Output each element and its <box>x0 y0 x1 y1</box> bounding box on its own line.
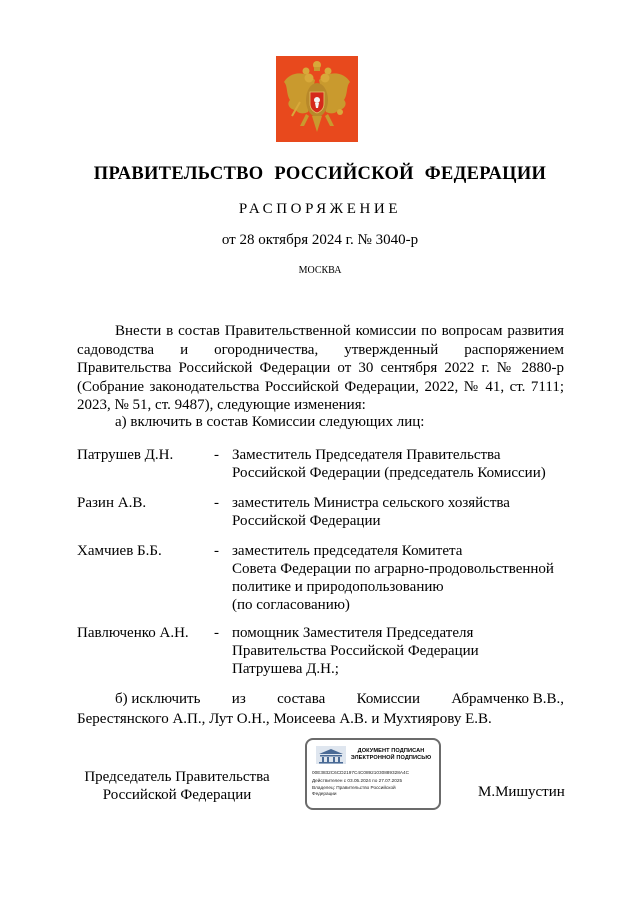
item-b-word: Комиссии <box>356 691 420 707</box>
item-a: а) включить в состав Комиссии следующих лиц: <box>115 414 425 430</box>
member-role: помощник Заместителя Председателя Правительства Российской Федерации Патрушева Д.Н.; <box>232 625 479 677</box>
stamp-heading-line2: ЭЛЕКТРОННОЙ ПОДПИСЬЮ <box>350 755 432 761</box>
signatory-title-line1: Председатель Правительства <box>84 769 270 785</box>
stamp-heading-line1: ДОКУМЕНТ ПОДПИСАН <box>357 748 425 754</box>
item-b-word: Абрамченко В.В., <box>451 691 564 707</box>
member-dash: - <box>214 625 219 641</box>
member-name: Хамчиев Б.Б. <box>77 543 162 559</box>
signatory-name: М.Мишустин <box>478 784 565 800</box>
member-role: заместитель Министра сельского хозяйства Российской Федерации <box>232 495 510 529</box>
member-name: Разин А.В. <box>77 495 147 511</box>
stamp-serial: 00E3832C6CD2197C4C08921030889328A4C <box>312 770 409 775</box>
stamp-owner-line1: Владелец: Правительство Российской <box>312 785 396 790</box>
government-building-icon <box>316 746 346 764</box>
member-role: Заместитель Председателя Правительства Российской Федерации (председатель Комиссии) <box>232 447 546 481</box>
signatory-title-line2: Российской Федерации <box>102 787 252 803</box>
coat-of-arms-icon <box>276 56 358 142</box>
item-b-word: состава <box>277 691 326 707</box>
stamp-owner-line2: Федерации <box>312 791 337 796</box>
member-name: Павлюченко А.Н. <box>77 625 189 641</box>
stamp-validity: Действителен с 03.05.2024 по 27.07.2025 <box>312 778 403 783</box>
item-b-line2: Берестянского А.П., Лут О.Н., Моисеева А.В. и Мухтиярову Е.В. <box>77 711 492 727</box>
signatory-title <box>77 768 277 804</box>
electronic-signature-stamp <box>305 738 441 810</box>
intro-text: Внести в состав Правительственной комиссии по вопросам развития садоводства и огородничества, утвержденный распоряжением Правительства Российской Федерации от 30 сентября 2022 г. № 2880-р (Собрание законодательства Российской Федерации, 2022, № 41, ст. 7111; 2023, № 51, ст. 9487), следующие изменения: <box>77 323 564 413</box>
stamp-heading <box>347 748 435 762</box>
item-b <box>77 689 564 729</box>
member-name: Патрушев Д.Н. <box>77 447 174 463</box>
item-b-word: из <box>231 691 246 707</box>
government-title: ПРАВИТЕЛЬСТВО РОССИЙСКОЙ ФЕДЕРАЦИИ <box>93 164 547 184</box>
document-city: МОСКВА <box>298 265 342 276</box>
item-b-word: б) исключить <box>115 691 201 707</box>
member-dash: - <box>214 447 219 463</box>
member-role: заместитель председателя Комитета Совета Федерации по аграрно-продовольственной политике и природопользованию (по согласованию) <box>232 543 554 613</box>
item-b-line1 <box>77 689 564 709</box>
document-type: РАСПОРЯЖЕНИЕ <box>238 201 402 217</box>
intro-paragraph <box>77 322 564 415</box>
document-date-number: от 28 октября 2024 г. № 3040-р <box>221 232 419 248</box>
member-dash: - <box>214 495 219 511</box>
member-dash: - <box>214 543 219 559</box>
